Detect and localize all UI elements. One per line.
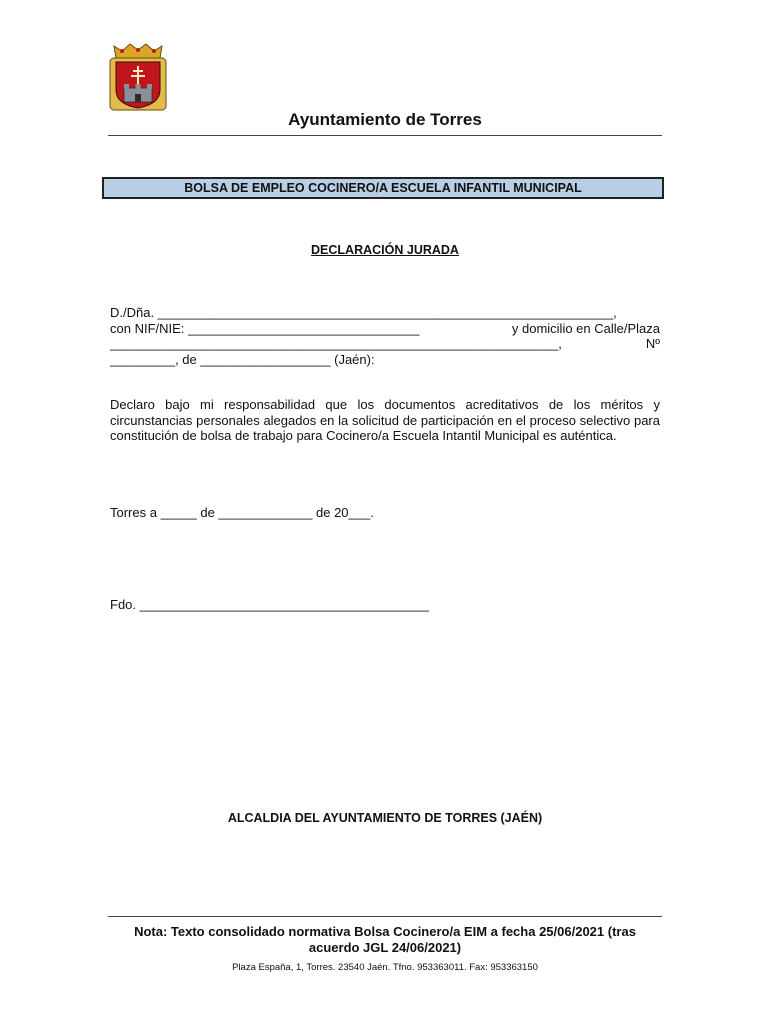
header-divider — [108, 135, 662, 136]
address-label: y domicilio en Calle/Plaza — [511, 320, 660, 336]
signature-line: Fdo. ________________________________________ — [110, 597, 429, 612]
footer-note: Nota: Texto consolidado normativa Bolsa Cocinero/a EIM a fecha 25/06/2021 (tras acuerdo JGL 24/06/2021) — [134, 924, 636, 955]
document-heading: DECLARACIÓN JURADA — [311, 243, 459, 257]
nif-field: con NIF/NIE: ________________________________ — [110, 320, 420, 336]
footer-divider — [108, 916, 662, 917]
id-address-line — [110, 321, 660, 337]
coat-of-arms-icon — [108, 42, 168, 112]
applicant-details-block — [110, 305, 660, 367]
town-line: _________, de __________________ (Jaén): — [110, 351, 375, 367]
footer-address: Plaza España, 1, Torres. 23540 Jaén. Tfno. 953363011. Fax: 953363150 — [232, 962, 538, 973]
street-field: ______________________________________________________________, — [110, 336, 562, 351]
job-pool-banner — [102, 177, 664, 199]
declaration-paragraph: Declaro bajo mi responsabilidad que los documentos acreditativos de los méritos y circunstancias personales alegados en la solicitud de participación en el proceso selectivo para constitución de bolsa de trabajo para Cocinero/a Escuela Intantil Municipal es auténtica. — [110, 397, 660, 443]
banner-title: BOLSA DE EMPLEO COCINERO/A ESCUELA INFANTIL MUNICIPAL — [184, 181, 582, 195]
organization-title: Ayuntamiento de Torres — [288, 110, 482, 129]
street-line — [110, 336, 660, 352]
number-label: Nº — [645, 336, 660, 351]
addressee: ALCALDIA DEL AYUNTAMIENTO DE TORRES (JAÉN) — [227, 811, 543, 825]
date-line: Torres a _____ de _____________ de 20___. — [110, 505, 374, 520]
name-line: D./Dña. _______________________________________________________________, — [110, 305, 617, 320]
